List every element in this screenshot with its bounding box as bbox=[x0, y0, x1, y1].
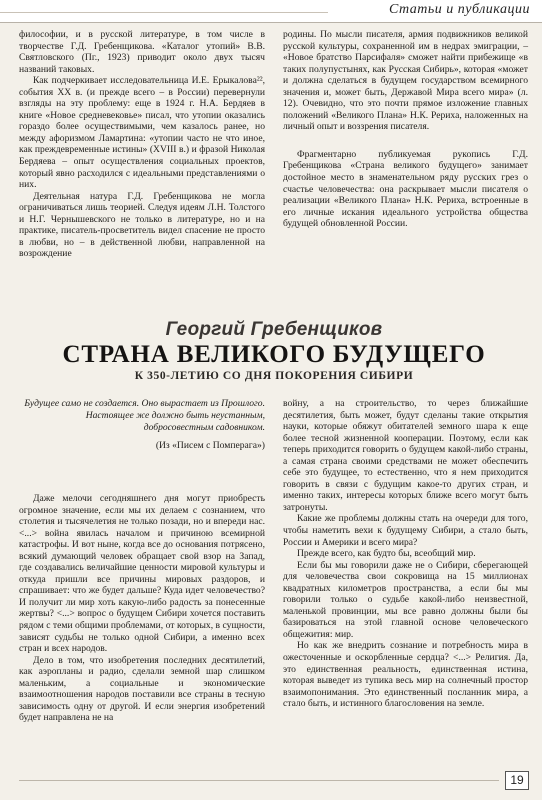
paragraph: Но как же внедрить сознание и потребность мира в ожесточенные и оскорбленные сердца? <...> Религия. Да, это единственная реальность, единственная истина, которая выведет из тупика весь мир на солнечный простор взаимопонимания. Это единственный посланник мира, а стало быть, и истинного благословения на земле. bbox=[283, 640, 528, 710]
article-title: СТРАНА ВЕЛИКОГО БУДУЩЕГО bbox=[62, 341, 486, 368]
page-number: 19 bbox=[505, 771, 529, 790]
paragraph: Дело в том, что изобретения последних десятилетий, как аэропланы и радио, сделали земной шар слишком маленьким, а социальные и экономические взаимоотношения народов поставили все страны в тесную зависимость одну от другой. И если энергия изобретений будет направлена не на bbox=[19, 654, 265, 724]
running-head: Статьи и публикации bbox=[388, 2, 530, 17]
paragraph: Какие же проблемы должны стать на очереди для того, чтобы наметить вехи к будущему Сибири, а стало быть, России и Америки и всего мира? bbox=[283, 513, 528, 548]
left-column-bottom bbox=[19, 493, 265, 724]
right-column-bottom bbox=[283, 398, 528, 710]
left-column-top bbox=[19, 29, 265, 260]
epigraph bbox=[19, 398, 265, 452]
paragraph: философии, и в русской литературе, в том числе в творчестве Г.Д. Гребенщикова. «Каталог утопий» В.В. Святловского (Пг., 1923) приводит около двух тысяч названий таковых. bbox=[19, 29, 265, 75]
epigraph-source: (Из «Писем с Помперага») bbox=[155, 440, 265, 451]
right-column-top bbox=[283, 29, 528, 230]
article-author: Георгий Гребенщиков bbox=[165, 319, 383, 340]
paragraph: Фрагментарно публикуемая рукопись Г.Д. Гребенщикова «Страна великого будущего» занимает достойное место в знаменательном ряду русских грез о счастье человечества: она раскрывает мысли писателя о реализации «Великого Плана» Н.К. Рериха, встроенные в его личные искания идеального устройства общества будущей обновленной России. bbox=[283, 148, 528, 230]
paragraph: Деятельная натура Г.Д. Гребенщикова не могла ограничиваться лишь теорией. Следуя идеям Л.Н. Толстого и Н.Г. Чернышевского не только в литературе, но и на практике, писатель-просветитель видел спасение не просто в любви, но – в действенной любви, направленной на возрождение bbox=[19, 190, 265, 260]
paragraph: Даже мелочи сегодняшнего дня могут приобресть огромное значение, если мы их делаем с сознанием, что столетия и тысячелетия не только позади, но и впереди нас. <...> война явилась началом и причиною всемирной катастрофы. И вот ныне, когда все до основания потрясено, всякий думающий человек обращает свой взор на Запад, где создавались величайшие ценности мировой культуры и откуда пришли все причины мировых раздоров, и спрашивает: что же будет дальше? Куда идет человечество? И получит ли мир хоть какую-либо радость за понесенные жертвы? <...> вопрос о будущем Сибири хочется поставить рядом с теми общими проблемами, от которых, в сущности, зависят судьбы не только одной Сибири, а именно всех стран и всех народов. bbox=[19, 493, 265, 655]
article-subtitle: К 350-ЛЕТИЮ СО ДНЯ ПОКОРЕНИЯ СИБИРИ bbox=[134, 370, 414, 382]
paragraph: Как подчеркивает исследовательница И.Е. Ерыкалова²², события XX в. (и прежде всего – в России) перевернули взгляды на эту проблему: еще в 1924 г. Н.А. Бердяев в книге «Новое средневековье» писал, что утопии оказались гораздо более осуществимыми, чем казалось ранее, но между афоризмом Ламартина: «утопии часто не что иное, как преждевременные истины» (XVIII в.) и фразой Николая Бердяева – опыт осуществления социальных проектов, который явно расходился с идеальными представлениями о них. bbox=[19, 75, 265, 191]
paragraph: войну, а на строительство, то через ближайшие десятилетия, быть может, будут сделаны такие открытия науки, которые обяжут обитателей земного шара к еще более тесной жизненной кооперации. Поэтому, если как теперь приходится говорить о будущем какой-либо страны, а самая страна своими средствами не может обеспечить себе это будущее, то естественно, что я нем приходится говорить в связи с будущим какое-то других стран, и именно таких, интересы которых ближе всего могут быть затронуты. bbox=[283, 398, 528, 513]
paragraph: Прежде всего, как будто бы, всеобщий мир. bbox=[297, 548, 476, 560]
paragraph-gap bbox=[283, 133, 528, 149]
epigraph-text: Будущее само не создается. Оно вырастает из Прошлого. Настоящее же должно быть неустанным, добросовестным садовником. bbox=[24, 398, 265, 433]
paragraph: родины. По мысли писателя, армия подвижников великой русской культуры, сохраненной им в недрах эмиграции, – «Новое братство Парсифаля» сможет найти прибежище «в таких полупустынях, как Русская Сибирь», которая «может и должна сделаться в будущем государством всемирного значения и, может быть, Державой Мира всего мира» (л. 12). Очевидно, что это почти прямое изложение главных положений «Великого Плана» Н.К. Рериха, наложенных на личный опыт и воззрения писателя. bbox=[283, 29, 528, 133]
header-band bbox=[0, 0, 542, 23]
header-rule bbox=[0, 12, 328, 13]
footer-rule bbox=[19, 780, 499, 781]
paragraph: Если бы мы говорили даже не о Сибири, сберегающей для человечества свои сокровища на 15 миллионах квадратных километров пространства, а если бы мы говорили только о судьбе какой-либо неизвестной, маленькой провинции, мы все равно должны были бы базироваться на этой главной основе человеческого общежития: мир. bbox=[283, 559, 528, 640]
